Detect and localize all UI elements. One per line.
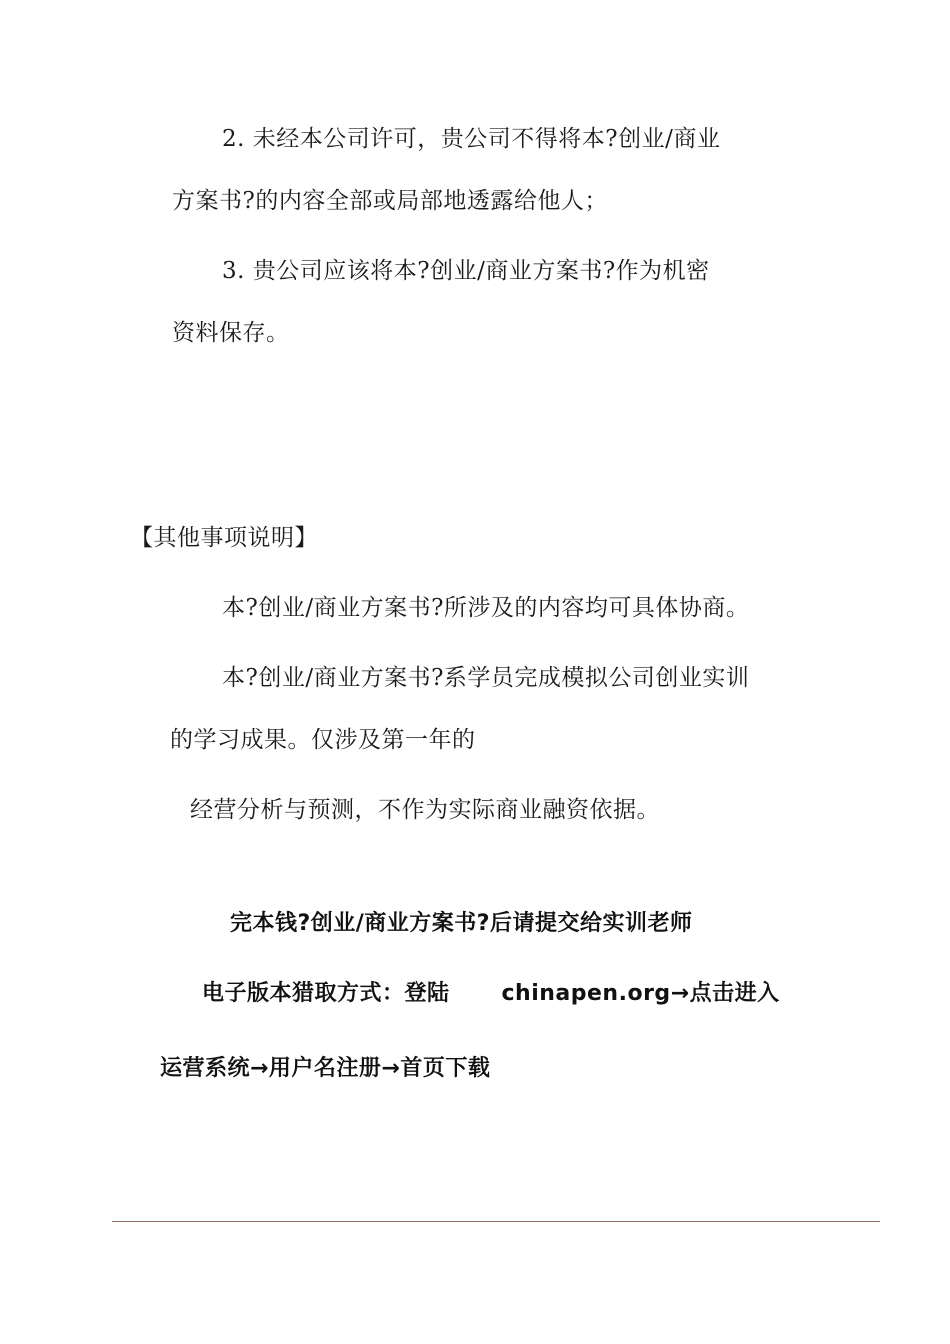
other-notes-heading: 【其他事项说明】 (130, 525, 318, 551)
footer-divider (112, 1221, 880, 1222)
other-notes-paragraph-2-line-1: 本?创业/商业方案书?系学员完成模拟公司创业实训 (222, 665, 750, 691)
confidentiality-item-2-line-1: 2. 未经本公司许可，贵公司不得将本?创业/商业 (222, 126, 721, 152)
download-instruction-line-1 (202, 979, 780, 1009)
other-notes-paragraph-2-line-2: 的学习成果。仅涉及第一年的 (170, 727, 476, 753)
download-method-label: 电子版本猎取方式：登陆 (202, 981, 450, 1006)
submission-instruction: 完本钱?创业/商业方案书?后请提交给实训老师 (230, 911, 693, 936)
other-notes-paragraph-1: 本?创业/商业方案书?所涉及的内容均可具体协商。 (222, 595, 750, 621)
download-website-path: chinapen.org→点击进入 (501, 981, 780, 1006)
confidentiality-item-3-line-1: 3. 贵公司应该将本?创业/商业方案书?作为机密 (222, 258, 710, 284)
other-notes-paragraph-2-line-3: 经营分析与预测，不作为实际商业融资依据。 (190, 797, 660, 823)
confidentiality-item-3-line-2: 资料保存。 (172, 320, 290, 346)
download-instruction-line-2: 运营系统→用户名注册→首页下载 (160, 1056, 491, 1081)
confidentiality-item-2-line-2: 方案书?的内容全部或局部地透露给他人； (172, 188, 608, 214)
